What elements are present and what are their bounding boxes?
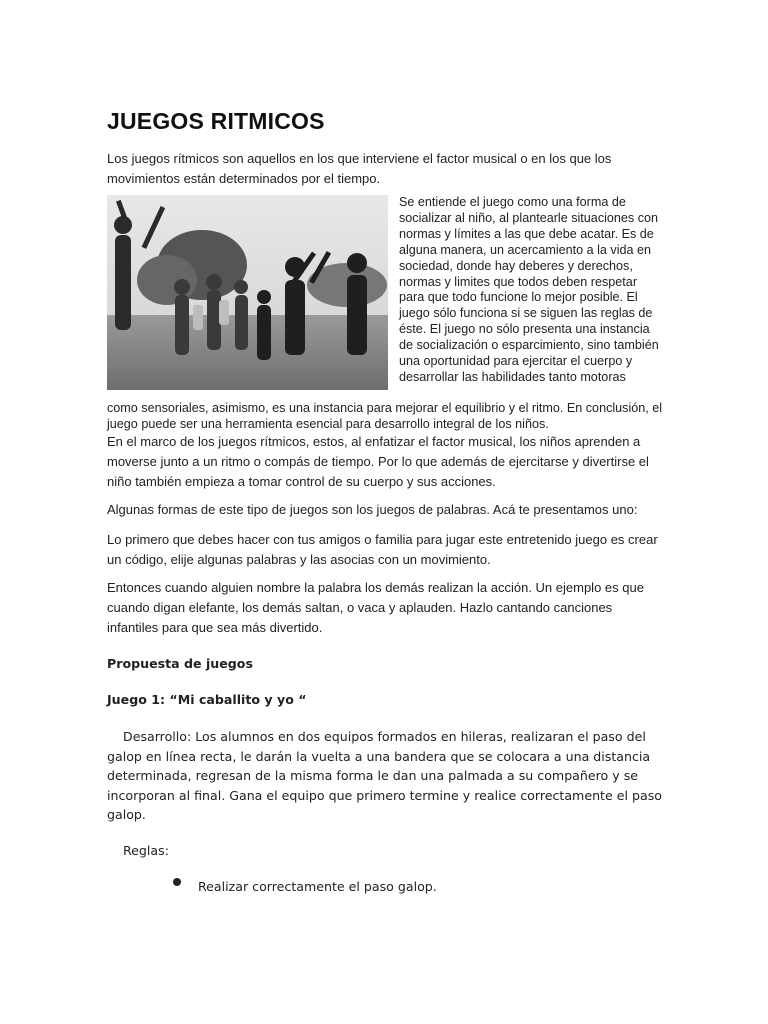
body-paragraph: Algunas formas de este tipo de juegos son los juegos de palabras. Acá te presentamos uno:: [107, 502, 638, 517]
wrapped-paragraph-continuation: como sensoriales, asimismo, es una instancia para mejorar el equilibrio y el ritmo. En conclusión, el juego puede ser una herramienta esencial para desarrollo integral de los niños.: [107, 401, 663, 431]
bullet-icon: [173, 878, 181, 886]
body-paragraph: Lo primero que debes hacer con tus amigos o familia para jugar este entretenido juego es crear un código, elije algunas palabras y las asocias con un movimiento.: [107, 532, 658, 567]
section-heading: Propuesta de juegos: [107, 656, 253, 671]
wrapped-paragraph: Se entiende el juego como una forma de socializar al niño, al plantearle situaciones con normas y límites a las que debe acatar. Es de alguna manera, un acercamiento a la vida en sociedad, donde hay deberes y derechos, normas y limites que todos deben respetar para que todo funcione lo mejor posible. El juego sólo funciona si se siguen las reglas de éste. El juego no sólo presenta una instancia de socialización o esparcimiento, sino también una oportunidad para ejercitar el cuerpo y desarrollar las habilidades tanto motoras: [399, 195, 659, 384]
reglas-label: Reglas:: [123, 843, 169, 858]
page-title: JUEGOS RITMICOS: [107, 108, 325, 134]
body-paragraph: En el marco de los juegos rítmicos, estos, al enfatizar el factor musical, los niños aprenden a moverse junto a un ritmo o compás de tiempo. Por lo que además de ejercitarse y divertirse el niño también empieza a tomar control de su cuerpo y sus acciones.: [107, 434, 649, 489]
rule-item: Realizar correctamente el paso galop.: [198, 879, 437, 894]
desarrollo-paragraph: Desarrollo: Los alumnos en dos equipos formados en hileras, realizaran el paso del galop en línea recta, le darán la vuelta a una bandera que se colocara a una distancia determinada, regresan de la misma forma le dan una palmada a su compañero y se incorporan al final. Gana el equipo que primero termine y realice correctamente el paso galop.: [107, 729, 662, 822]
game-heading: Juego 1: “Mi caballito y yo “: [107, 692, 307, 707]
children-dancing-photo: [107, 195, 388, 390]
body-paragraph: Entonces cuando alguien nombre la palabra los demás realizan la acción. Un ejemplo es que cuando digan elefante, los demás saltan, o vaca y aplauden. Hazlo cantando canciones infantiles para que sea más divertido.: [107, 580, 644, 635]
intro-paragraph: Los juegos rítmicos son aquellos en los que interviene el factor musical o en los que los movimientos están determinados por el tiempo.: [107, 151, 612, 186]
